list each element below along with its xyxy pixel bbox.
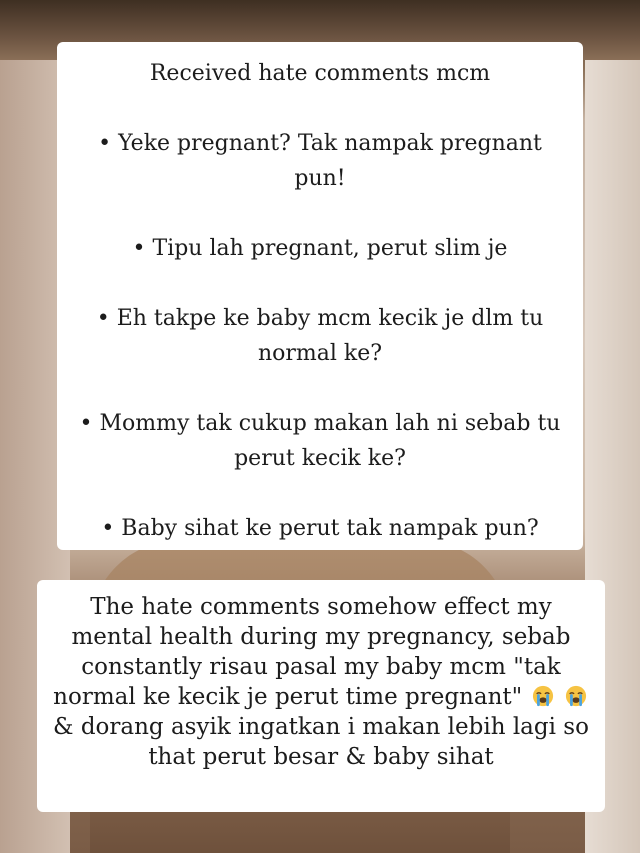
hate-comments-card [57, 42, 583, 550]
comment-item: • Tipu lah pregnant, perut slim je [132, 236, 508, 261]
mental-health-note-card [37, 580, 605, 812]
loudly-crying-face-icon [532, 685, 554, 707]
note-text-end: & dorang asyik ingatkan i makan lebih lagi so that perut besar & baby sihat [53, 714, 589, 770]
loudly-crying-face-icon [565, 685, 587, 707]
comment-item: • Eh takpe ke baby mcm kecik je dlm tu normal ke? [96, 306, 544, 366]
note-text-start: The hate comments somehow effect my mental health during my pregnancy, sebab constantly risau pasal my baby mcm "tak normal ke kecik je perut time pregnant" [53, 594, 571, 710]
card-heading: Received hate comments mcm [149, 61, 491, 86]
comment-item: • Mommy tak cukup makan lah ni sebab tu perut kecik ke? [79, 411, 561, 471]
comment-item: • Baby sihat ke perut tak nampak pun? [101, 516, 539, 541]
comment-item: • Yeke pregnant? Tak nampak pregnant pun! [98, 131, 542, 191]
